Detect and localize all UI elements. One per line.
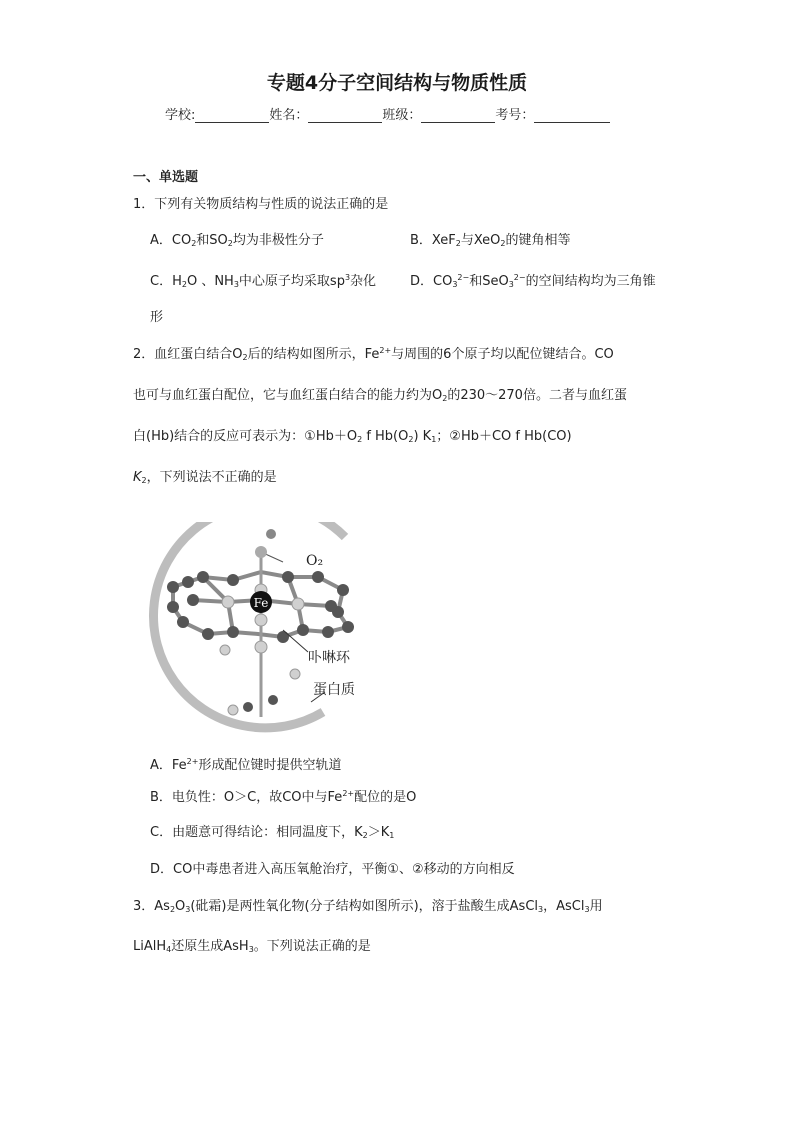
q1-option-b[interactable]: B．XeF$_2$与XeO$_2$的键角相等 [410,233,571,248]
fe-label: Fe [253,596,269,610]
q3-line-1: 3．$As_2O_3$(砒霜)是两性氧化物(分子结构如图所示)，溶于盐酸生成AsCl$_3$，AsCl$_3$用 [133,899,603,914]
q2-option-c[interactable]: C．由题意可得结论：相同温度下，$K_2>K_1$ [150,825,395,840]
q2-line-1: 2．血红蛋白结合$O_2$后的结构如图所示，$Fe^{2+}$与周围的6个原子均以配位键结合。CO [133,346,614,362]
school-label: 学校: [165,108,196,123]
oxygen-atom-2 [266,529,276,539]
q1-option-d-wrap: 形 [150,310,164,325]
porphyrin-label: 卟啉环 [308,650,350,666]
q2-line-4: $K_2$，下列说法不正确的是 [133,470,277,485]
q2-line-2: 也可与血红蛋白配位，它与血红蛋白结合的能力约为$O_2$的230～270倍。二者与血红蛋 [133,388,627,403]
q2-option-d[interactable]: D．CO中毒患者进入高压氧舱治疗，平衡①、②移动的方向相反 [150,862,515,877]
q1-option-d[interactable]: D．$CO_3^{2-}$和SeO$_3^{2-}$的空间结构均为三角锥 [410,273,656,289]
o2-label: O₂ [306,553,324,569]
heme-structure-figure [133,522,383,742]
q1-option-c[interactable]: C．$H_2O$ 、$NH_3$中心原子均采取$sp^3$杂化 [150,273,377,289]
q2-option-a[interactable]: A．$Fe^{2+}$形成配位键时提供空轨道 [150,757,342,773]
protein-label: 蛋白质 [313,682,355,698]
number-label: 考号： [495,108,535,123]
oxygen-atom [255,546,267,558]
student-info-line [165,104,610,123]
section-heading: 一、单选题 [133,170,199,185]
class-label: 班级： [382,108,422,123]
q1-option-a[interactable]: A．$CO_2$和$SO_2$均为非极性分子 [150,233,324,248]
page-title: 专题4分子空间结构与物质性质 [266,72,528,94]
name-blank[interactable] [308,108,382,123]
name-label: 姓名： [269,108,309,123]
q2-option-b[interactable]: B．电负性：O＞C，故CO中与$Fe^{2+}$配位的是O [150,789,417,805]
q1-stem: 1．下列有关物质结构与性质的说法正确的是 [133,197,389,212]
school-blank[interactable] [195,108,269,123]
number-blank[interactable] [534,108,610,123]
class-blank[interactable] [421,108,495,123]
q2-line-3: 白(Hb)结合的反应可表示为：$①Hb+O_2$ f $Hb(O_2)$ $K_1$；②Hb＋CO f Hb(CO) [133,429,572,444]
q3-line-2: LiAlH$_4$还原生成AsH$_3$。下列说法正确的是 [133,939,371,954]
